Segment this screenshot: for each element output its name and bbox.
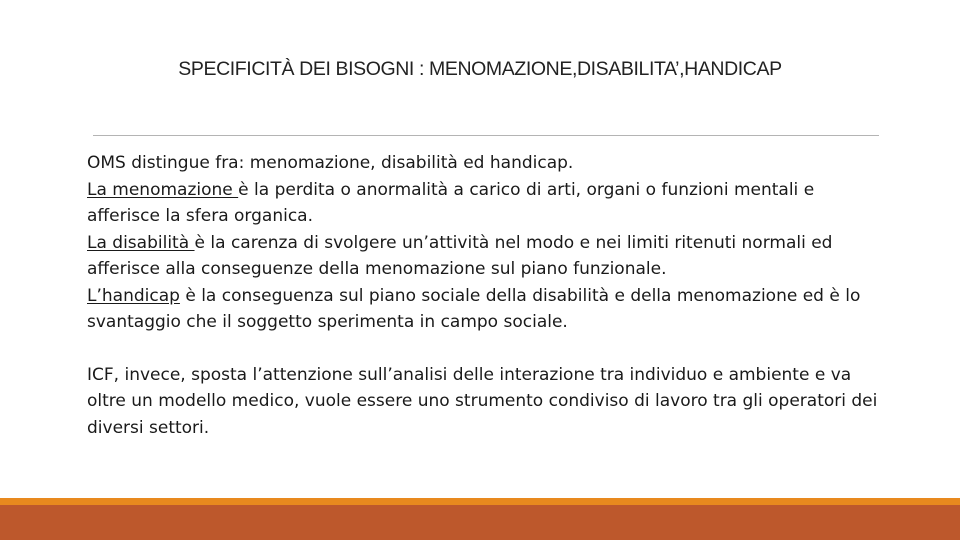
slide-body <box>87 150 887 441</box>
footer-accent-stripe <box>0 498 960 505</box>
intro-paragraph: OMS distingue fra: menomazione, disabilità ed handicap. <box>87 153 574 173</box>
handicap-term: L’handicap <box>87 285 180 306</box>
icf-paragraph: ICF, invece, sposta l’attenzione sull’analisi delle interazione tra individuo e ambiente e va oltre un modello medico, vuole essere uno strumento condiviso di lavoro tra gli operatori dei diversi settori. <box>87 364 878 438</box>
slide-title: SPECIFICITÀ DEI BISOGNI : MENOMAZIONE,DISABILITA’,HANDICAP <box>178 58 782 80</box>
menomazione-definition: è la perdita o anormalità a carico di arti, organi o funzioni mentali e afferisce la sfera organica. <box>87 179 815 226</box>
menomazione-term: La menomazione <box>87 179 239 200</box>
paragraph-gap <box>87 336 887 362</box>
disabilita-paragraph <box>87 230 887 283</box>
handicap-paragraph <box>87 283 887 336</box>
menomazione-paragraph <box>87 177 887 230</box>
disabilita-term: La disabilità <box>87 232 195 253</box>
footer-bar <box>0 505 960 540</box>
disabilita-definition: è la carenza di svolgere un’attività nel modo e nei limiti ritenuti normali ed afferisce alla conseguenze della menomazione sul piano funzionale. <box>87 232 833 279</box>
handicap-definition: è la conseguenza sul piano sociale della disabilità e della menomazione ed è lo svantaggio che il soggetto sperimenta in campo sociale. <box>87 285 861 332</box>
title-divider <box>93 135 879 136</box>
